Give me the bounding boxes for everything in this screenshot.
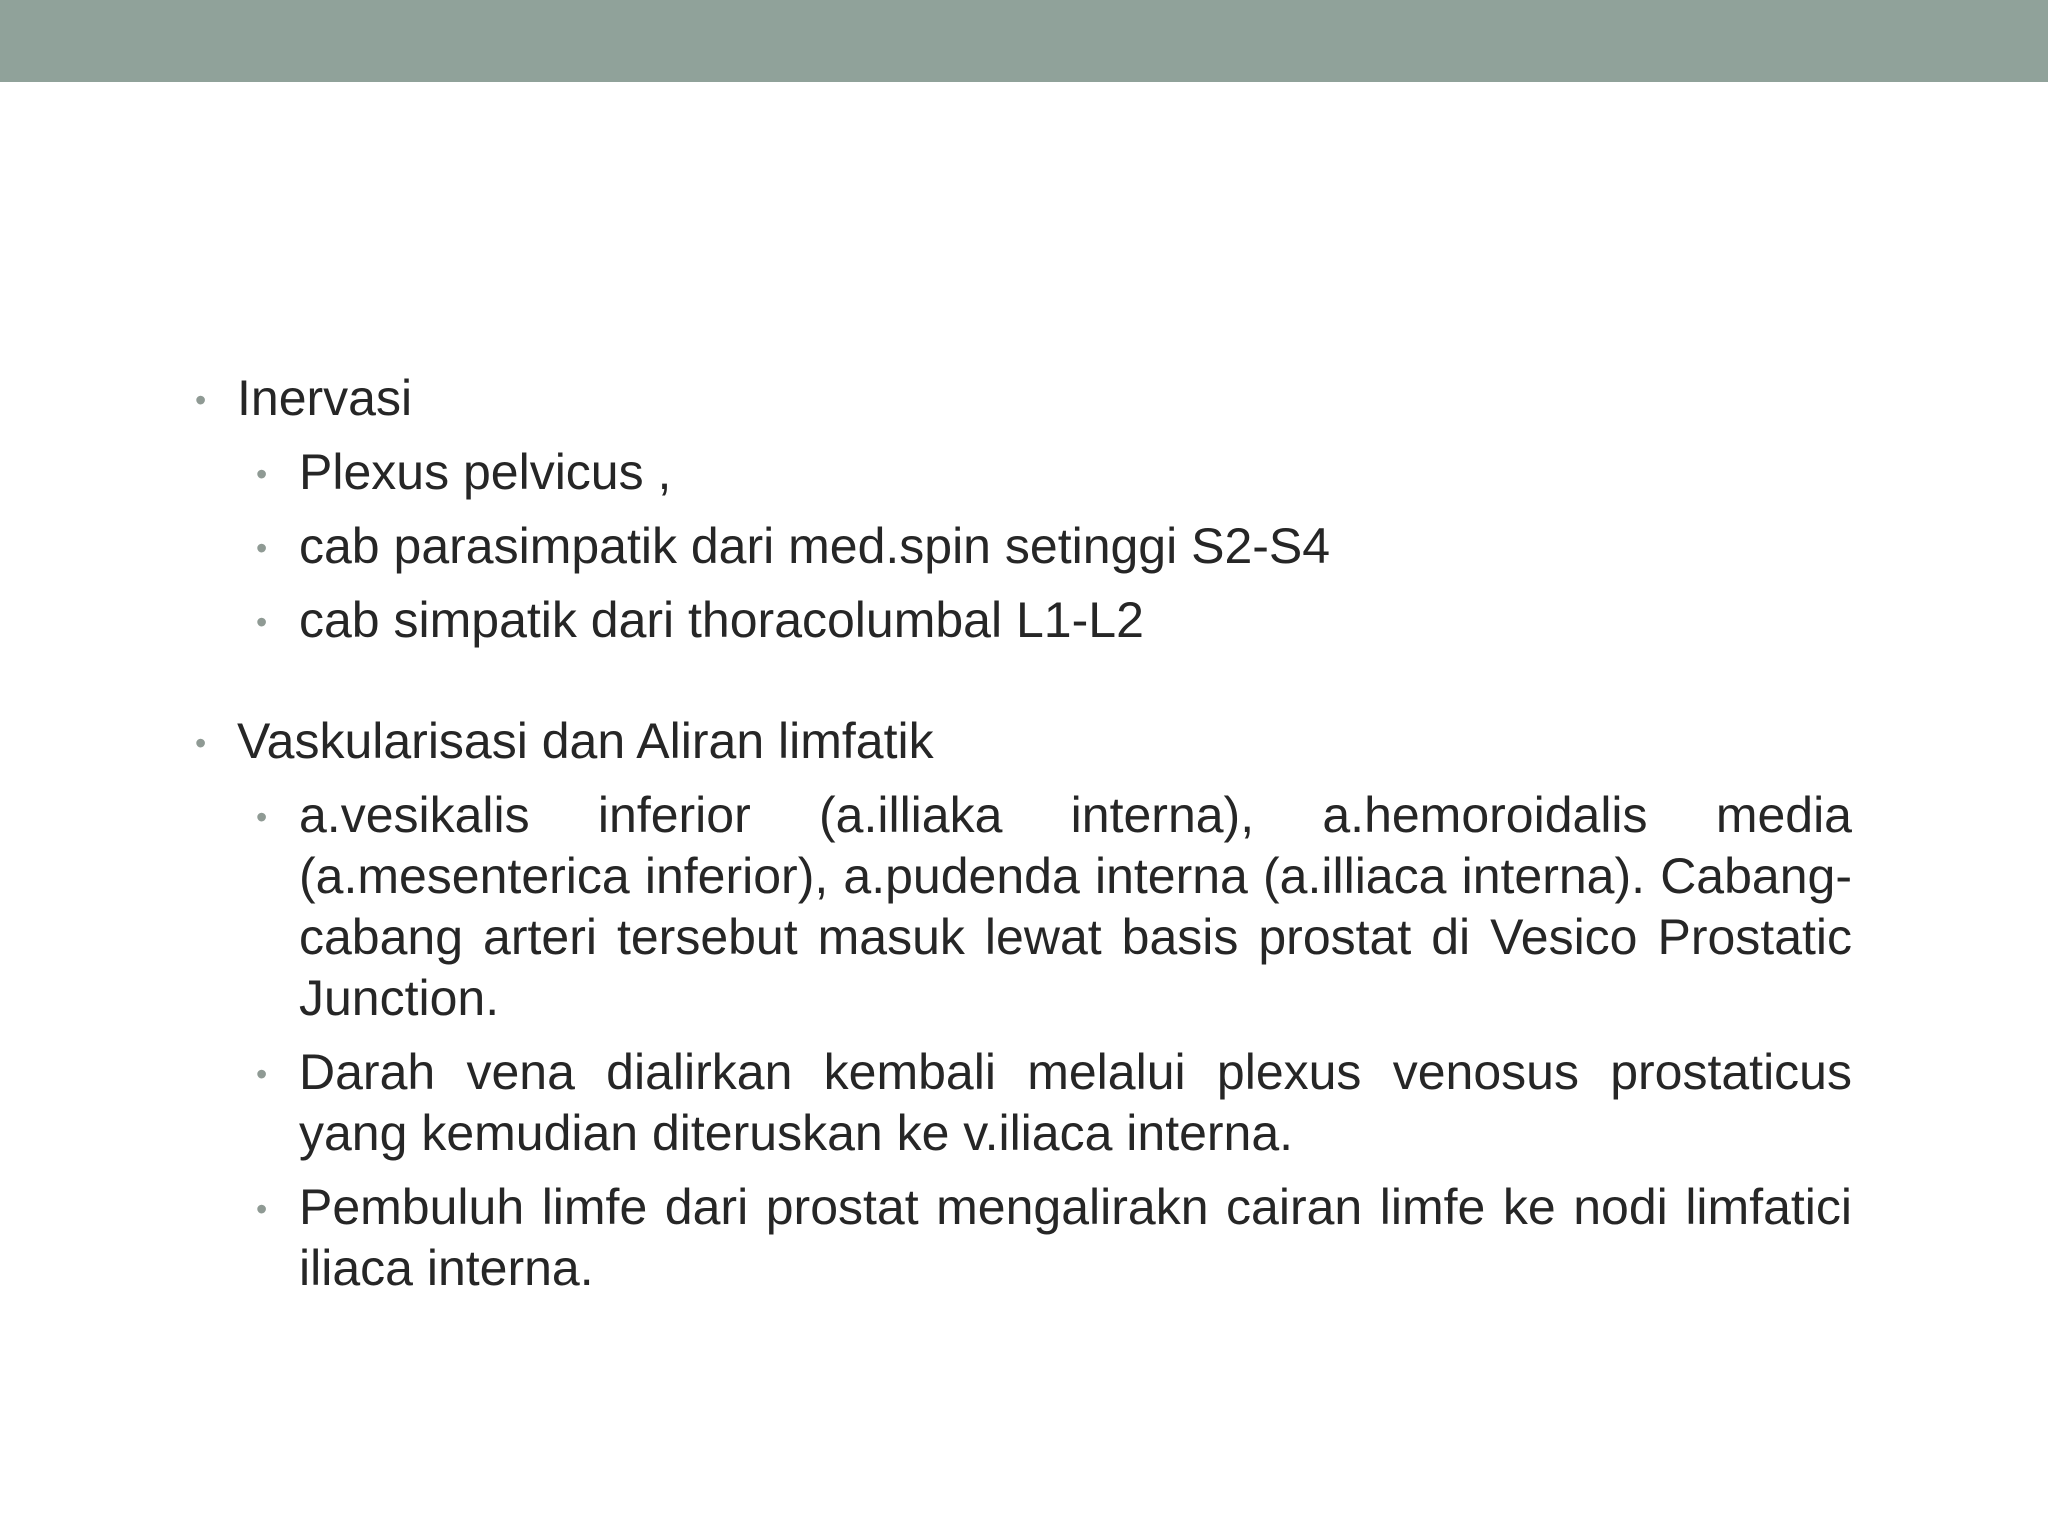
list-item-simpatik: • cab simpatik dari thoracolumbal L1-L2: [256, 590, 1852, 651]
list-item-vena: • Darah vena dialirkan kembali melalui plexus venosus prostaticus yang kemudian diteruskan ke v.iliaca interna.: [256, 1042, 1852, 1164]
section-spacer: [195, 651, 1852, 711]
list-item-limfe: • Pembuluh limfe dari prostat mengalirakn cairan limfe ke nodi limfatici iliaca interna.: [256, 1177, 1852, 1299]
slide-content: [195, 368, 1852, 1299]
section-heading-inervasi: • Inervasi: [195, 368, 1852, 429]
list-item-arteri: • a.vesikalis inferior (a.illiaka interna), a.hemoroidalis media (a.mesenterica inferior), a.pudenda interna (a.illiaca interna). Cabang-cabang arteri tersebut masuk lewat basis prostat di Vesico Prostatic Junction.: [256, 785, 1852, 1029]
list-item-parasimpatik: • cab parasimpatik dari med.spin setinggi S2-S4: [256, 516, 1852, 577]
slide-header-bar: [0, 0, 2048, 82]
section-heading-vaskularisasi: • Vaskularisasi dan Aliran limfatik: [195, 711, 1852, 772]
list-item-plexus-pelvicus: • Plexus pelvicus ,: [256, 442, 1852, 503]
